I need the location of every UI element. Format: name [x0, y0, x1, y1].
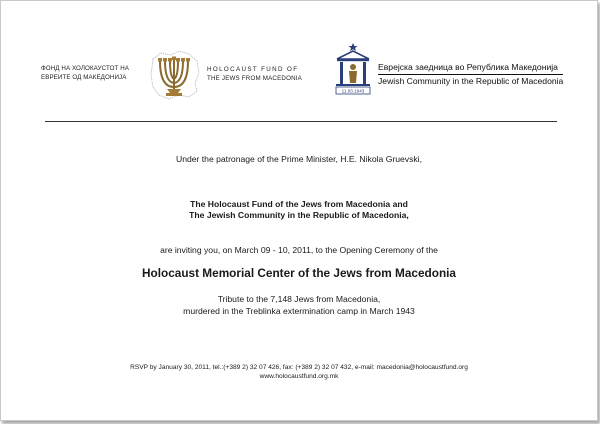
- event-title: Holocaust Memorial Center of the Jews from Macedonia: [142, 266, 456, 280]
- fund-name-english-line1: HOLOCAUST FUND OF: [207, 66, 299, 73]
- fund-name-english-line2: THE JEWS FROM MACEDONIA: [207, 74, 303, 82]
- rsvp-footer: [1, 363, 597, 381]
- community-temple-logo-icon: [333, 41, 373, 97]
- hosts-line-2: The Jewish Community in the Republic of Macedonia,: [189, 210, 409, 220]
- menorah-map-logo-icon: [145, 45, 203, 103]
- hosts-line-1: The Holocaust Fund of the Jews from Macedonia and: [190, 199, 408, 209]
- website-link[interactable]: www.holocaustfund.org.mk: [259, 373, 339, 380]
- header-divider: [45, 121, 557, 122]
- tribute-line-2: murdered in the Treblinka extermination camp in March 1943: [183, 305, 415, 316]
- community-name-english: Jewish Community in the Republic of Macedonia: [378, 76, 564, 86]
- community-name: [378, 62, 563, 87]
- rsvp-line: RSVP by January 30, 2011, tel.:(+389 2) 32 07 426, fax: (+389 2) 32 07 432, e-mail: macedonia@holocaustfund.org: [130, 364, 468, 371]
- fund-name-macedonian-line1: ФОНД НА ХОЛОКАУСТОТ НА: [41, 65, 130, 72]
- fund-name-english: [207, 66, 302, 83]
- community-badge-text: 11.03.1943: [341, 88, 365, 94]
- fund-name-macedonian: [41, 65, 129, 82]
- hosts-block: [1, 199, 597, 221]
- tribute-block: [1, 294, 597, 317]
- fund-name-macedonian-line2: ЕВРЕИТЕ ОД МАКЕДОНИЈА: [41, 73, 127, 81]
- tribute-line-1: Tribute to the 7,148 Jews from Macedonia,: [217, 294, 381, 304]
- community-name-macedonian: Еврејска заедница во Република Македонија: [378, 62, 563, 75]
- patronage-line: Under the patronage of the Prime Minister, H.E. Nikola Gruevski,: [176, 154, 422, 164]
- invite-line: are inviting you, on March 09 - 10, 2011, to the Opening Ceremony of the: [160, 245, 438, 255]
